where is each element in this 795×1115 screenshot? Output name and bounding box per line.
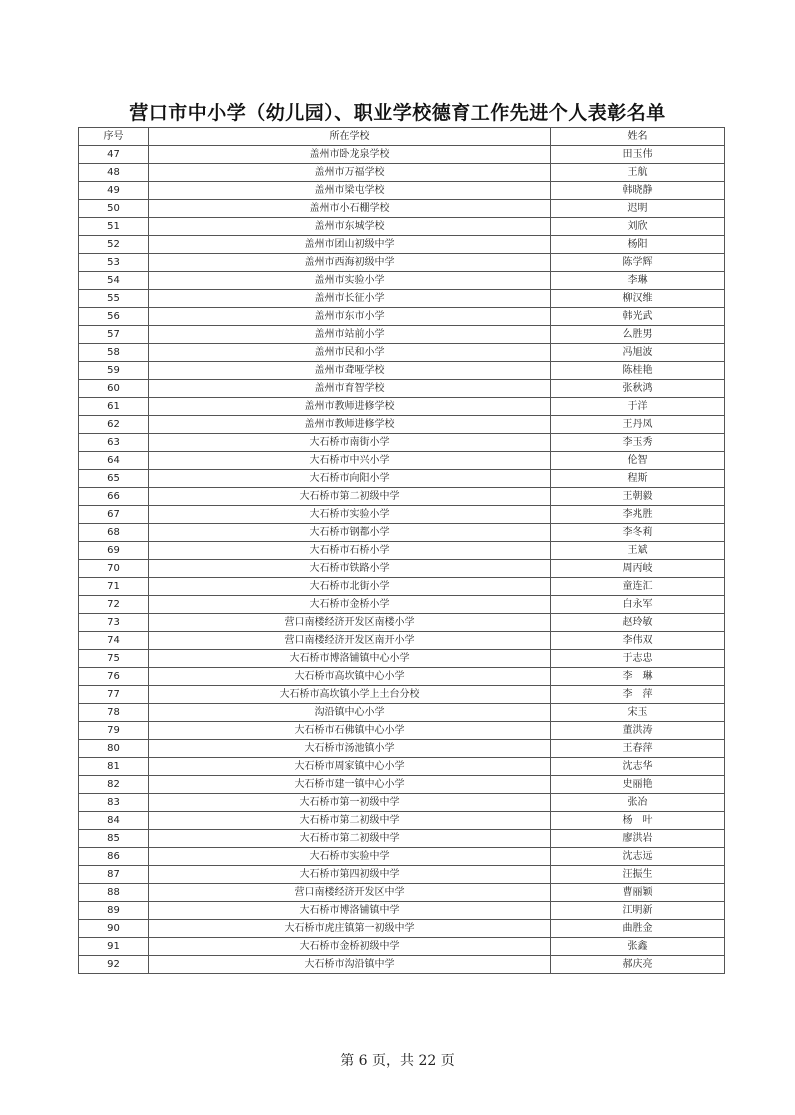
cell-school: 大石桥市建一镇中心小学 — [149, 776, 551, 794]
cell-name: 田玉伟 — [551, 146, 725, 164]
cell-school: 大石桥市汤池镇小学 — [149, 740, 551, 758]
cell-serial-number: 75 — [79, 650, 149, 668]
cell-school: 大石桥市铁路小学 — [149, 560, 551, 578]
table-row — [79, 200, 725, 218]
cell-school: 盖州市梁屯学校 — [149, 182, 551, 200]
table-body — [79, 146, 725, 974]
cell-serial-number: 53 — [79, 254, 149, 272]
cell-serial-number: 51 — [79, 218, 149, 236]
cell-name: 童连汇 — [551, 578, 725, 596]
cell-school: 大石桥市向阳小学 — [149, 470, 551, 488]
cell-name: 赵玲敏 — [551, 614, 725, 632]
cell-name: 于志忠 — [551, 650, 725, 668]
cell-name: 白永军 — [551, 596, 725, 614]
cell-name: 曹丽颖 — [551, 884, 725, 902]
cell-name: 张秋鸿 — [551, 380, 725, 398]
table-row — [79, 506, 725, 524]
cell-school: 盖州市卧龙泉学校 — [149, 146, 551, 164]
cell-name: 李玉秀 — [551, 434, 725, 452]
cell-name: 宋玉 — [551, 704, 725, 722]
table-row — [79, 704, 725, 722]
cell-school: 大石桥市北街小学 — [149, 578, 551, 596]
cell-name: 王航 — [551, 164, 725, 182]
cell-name: 王斌 — [551, 542, 725, 560]
cell-school: 大石桥市石桥小学 — [149, 542, 551, 560]
cell-school: 盖州市教师进修学校 — [149, 398, 551, 416]
cell-school: 盖州市团山初级中学 — [149, 236, 551, 254]
table-row — [79, 866, 725, 884]
table-row — [79, 686, 725, 704]
header-school: 所在学校 — [149, 128, 551, 146]
cell-school: 大石桥市周家镇中心小学 — [149, 758, 551, 776]
header-serial-number: 序号 — [79, 128, 149, 146]
cell-serial-number: 88 — [79, 884, 149, 902]
cell-serial-number: 64 — [79, 452, 149, 470]
table-row — [79, 218, 725, 236]
honor-roster-table — [78, 127, 725, 974]
cell-name: 王丹凤 — [551, 416, 725, 434]
cell-serial-number: 70 — [79, 560, 149, 578]
cell-name: 杨 叶 — [551, 812, 725, 830]
cell-name: 李兆胜 — [551, 506, 725, 524]
cell-serial-number: 74 — [79, 632, 149, 650]
table-row — [79, 596, 725, 614]
cell-name: 韩晓静 — [551, 182, 725, 200]
table-row — [79, 884, 725, 902]
cell-serial-number: 57 — [79, 326, 149, 344]
cell-school: 盖州市西海初级中学 — [149, 254, 551, 272]
cell-school: 大石桥市博洛铺镇中心小学 — [149, 650, 551, 668]
table-row — [79, 398, 725, 416]
cell-serial-number: 72 — [79, 596, 149, 614]
cell-name: 曲胜金 — [551, 920, 725, 938]
table-row — [79, 794, 725, 812]
cell-name: 廖洪岩 — [551, 830, 725, 848]
cell-school: 大石桥市沟沿镇中学 — [149, 956, 551, 974]
cell-serial-number: 56 — [79, 308, 149, 326]
cell-name: 江明新 — [551, 902, 725, 920]
cell-school: 大石桥市高坎镇中心小学 — [149, 668, 551, 686]
cell-serial-number: 62 — [79, 416, 149, 434]
cell-school: 大石桥市中兴小学 — [149, 452, 551, 470]
cell-school: 盖州市站前小学 — [149, 326, 551, 344]
cell-name: 陈桂艳 — [551, 362, 725, 380]
table-row — [79, 362, 725, 380]
table-row — [79, 290, 725, 308]
page-footer: 第 6 页，共 22 页 — [340, 1053, 455, 1069]
cell-name: 王朝毅 — [551, 488, 725, 506]
cell-school: 大石桥市钢都小学 — [149, 524, 551, 542]
table-row — [79, 470, 725, 488]
cell-school: 大石桥市金桥小学 — [149, 596, 551, 614]
cell-name: 么胜男 — [551, 326, 725, 344]
table-row — [79, 812, 725, 830]
cell-school: 大石桥市第四初级中学 — [149, 866, 551, 884]
table-row — [79, 776, 725, 794]
cell-school: 盖州市实验小学 — [149, 272, 551, 290]
cell-school: 营口南楼经济开发区中学 — [149, 884, 551, 902]
cell-school: 盖州市小石棚学校 — [149, 200, 551, 218]
cell-name: 刘欣 — [551, 218, 725, 236]
cell-serial-number: 82 — [79, 776, 149, 794]
cell-serial-number: 79 — [79, 722, 149, 740]
cell-name: 程斯 — [551, 470, 725, 488]
table-row — [79, 650, 725, 668]
table-row — [79, 722, 725, 740]
cell-serial-number: 68 — [79, 524, 149, 542]
cell-name: 史丽艳 — [551, 776, 725, 794]
cell-school: 沟沿镇中心小学 — [149, 704, 551, 722]
cell-serial-number: 48 — [79, 164, 149, 182]
table-row — [79, 146, 725, 164]
cell-school: 大石桥市金桥初级中学 — [149, 938, 551, 956]
cell-name: 王春萍 — [551, 740, 725, 758]
cell-name: 周丙岐 — [551, 560, 725, 578]
cell-name: 李冬莉 — [551, 524, 725, 542]
table-row — [79, 236, 725, 254]
cell-serial-number: 81 — [79, 758, 149, 776]
cell-name: 李 琳 — [551, 668, 725, 686]
table-row — [79, 560, 725, 578]
cell-serial-number: 76 — [79, 668, 149, 686]
page-title: 营口市中小学（幼儿园）、职业学校德育工作先进个人表彰名单 — [129, 102, 666, 124]
cell-school: 大石桥市虎庄镇第一初级中学 — [149, 920, 551, 938]
cell-name: 张冶 — [551, 794, 725, 812]
cell-school: 大石桥市第二初级中学 — [149, 488, 551, 506]
cell-school: 盖州市长征小学 — [149, 290, 551, 308]
cell-serial-number: 84 — [79, 812, 149, 830]
cell-serial-number: 90 — [79, 920, 149, 938]
table-header-row — [79, 128, 725, 146]
header-name: 姓名 — [551, 128, 725, 146]
table-row — [79, 182, 725, 200]
cell-name: 于洋 — [551, 398, 725, 416]
cell-serial-number: 61 — [79, 398, 149, 416]
cell-serial-number: 86 — [79, 848, 149, 866]
cell-name: 李琳 — [551, 272, 725, 290]
cell-school: 盖州市育智学校 — [149, 380, 551, 398]
table-row — [79, 524, 725, 542]
cell-school: 大石桥市博洛铺镇中学 — [149, 902, 551, 920]
table-row — [79, 578, 725, 596]
cell-serial-number: 59 — [79, 362, 149, 380]
cell-school: 大石桥市南街小学 — [149, 434, 551, 452]
cell-name: 杨阳 — [551, 236, 725, 254]
cell-school: 大石桥市第二初级中学 — [149, 830, 551, 848]
cell-name: 郝庆亮 — [551, 956, 725, 974]
table-row — [79, 632, 725, 650]
cell-school: 大石桥市实验小学 — [149, 506, 551, 524]
cell-serial-number: 66 — [79, 488, 149, 506]
cell-serial-number: 50 — [79, 200, 149, 218]
table-row — [79, 164, 725, 182]
cell-school: 盖州市民和小学 — [149, 344, 551, 362]
table-row — [79, 830, 725, 848]
cell-serial-number: 92 — [79, 956, 149, 974]
table-row — [79, 416, 725, 434]
cell-name: 李伟双 — [551, 632, 725, 650]
table-row — [79, 758, 725, 776]
cell-name: 董洪涛 — [551, 722, 725, 740]
table-row — [79, 542, 725, 560]
table-row — [79, 326, 725, 344]
table-row — [79, 938, 725, 956]
table-row — [79, 956, 725, 974]
cell-school: 盖州市万福学校 — [149, 164, 551, 182]
cell-school: 营口南楼经济开发区南开小学 — [149, 632, 551, 650]
cell-serial-number: 73 — [79, 614, 149, 632]
cell-serial-number: 87 — [79, 866, 149, 884]
cell-serial-number: 89 — [79, 902, 149, 920]
cell-name: 伦智 — [551, 452, 725, 470]
cell-serial-number: 55 — [79, 290, 149, 308]
cell-name: 张鑫 — [551, 938, 725, 956]
cell-school: 大石桥市高坎镇小学上土台分校 — [149, 686, 551, 704]
cell-school: 盖州市东市小学 — [149, 308, 551, 326]
cell-serial-number: 71 — [79, 578, 149, 596]
cell-name: 韩光武 — [551, 308, 725, 326]
cell-serial-number: 65 — [79, 470, 149, 488]
cell-name: 沈志远 — [551, 848, 725, 866]
cell-serial-number: 80 — [79, 740, 149, 758]
cell-name: 汪振生 — [551, 866, 725, 884]
table-row — [79, 272, 725, 290]
cell-name: 沈志华 — [551, 758, 725, 776]
cell-serial-number: 58 — [79, 344, 149, 362]
cell-serial-number: 47 — [79, 146, 149, 164]
cell-serial-number: 67 — [79, 506, 149, 524]
table-row — [79, 488, 725, 506]
cell-school: 盖州市东城学校 — [149, 218, 551, 236]
cell-school: 营口南楼经济开发区南楼小学 — [149, 614, 551, 632]
table-row — [79, 848, 725, 866]
cell-serial-number: 85 — [79, 830, 149, 848]
cell-serial-number: 52 — [79, 236, 149, 254]
cell-school: 大石桥市实验中学 — [149, 848, 551, 866]
cell-serial-number: 83 — [79, 794, 149, 812]
table-row — [79, 920, 725, 938]
cell-serial-number: 91 — [79, 938, 149, 956]
cell-school: 盖州市教师进修学校 — [149, 416, 551, 434]
table-row — [79, 452, 725, 470]
cell-school: 大石桥市第一初级中学 — [149, 794, 551, 812]
table-row — [79, 254, 725, 272]
cell-serial-number: 49 — [79, 182, 149, 200]
table-row — [79, 308, 725, 326]
cell-serial-number: 69 — [79, 542, 149, 560]
cell-serial-number: 60 — [79, 380, 149, 398]
table-row — [79, 614, 725, 632]
cell-school: 盖州市聋哑学校 — [149, 362, 551, 380]
table-row — [79, 344, 725, 362]
table-row — [79, 902, 725, 920]
cell-school: 大石桥市第二初级中学 — [149, 812, 551, 830]
table-row — [79, 380, 725, 398]
cell-serial-number: 54 — [79, 272, 149, 290]
table-row — [79, 434, 725, 452]
cell-name: 陈学辉 — [551, 254, 725, 272]
cell-serial-number: 77 — [79, 686, 149, 704]
cell-name: 柳汉维 — [551, 290, 725, 308]
cell-name: 迟明 — [551, 200, 725, 218]
cell-school: 大石桥市石佛镇中心小学 — [149, 722, 551, 740]
cell-serial-number: 63 — [79, 434, 149, 452]
cell-name: 冯旭波 — [551, 344, 725, 362]
cell-name: 李 萍 — [551, 686, 725, 704]
cell-serial-number: 78 — [79, 704, 149, 722]
table-row — [79, 740, 725, 758]
table-row — [79, 668, 725, 686]
